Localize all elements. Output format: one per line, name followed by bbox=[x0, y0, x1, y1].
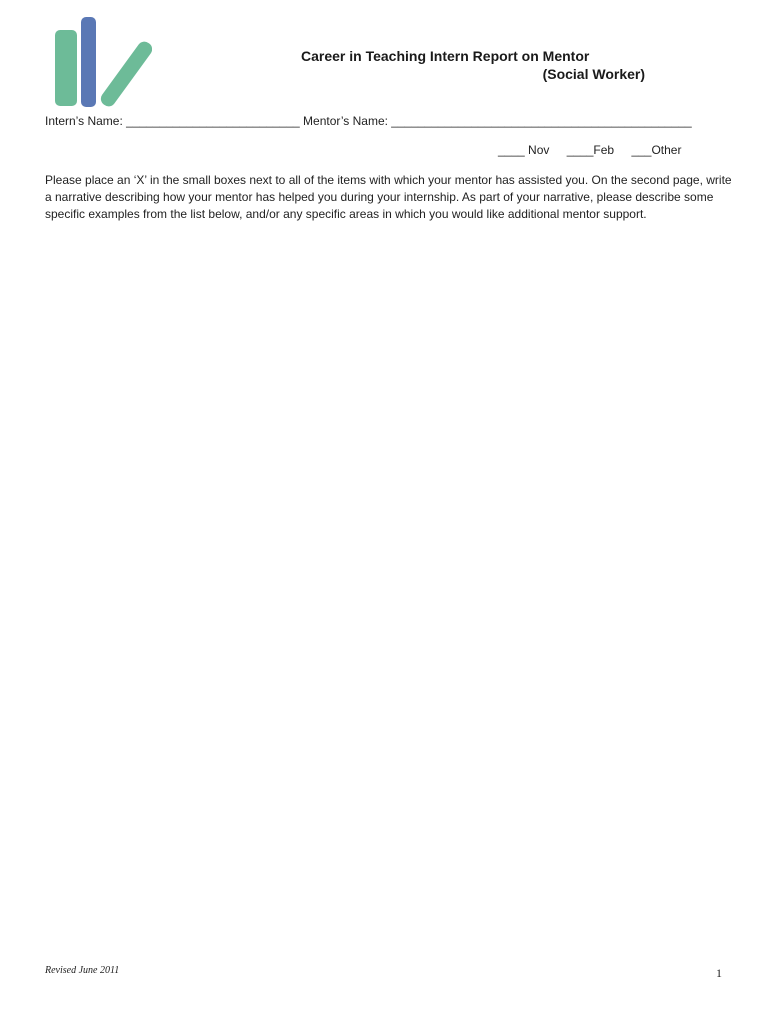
instructions-paragraph: Please place an ‘X’ in the small boxes next to all of the items with which your mentor has assisted you. On the second page, write a narrative describing how your mentor has helped you during your internship. As part of your narrative, please describe some specific examples from the list below, and/or any specific areas in which you would like additional mentor support. bbox=[45, 173, 732, 221]
report-period-row bbox=[498, 143, 695, 157]
page-title bbox=[230, 47, 645, 83]
logo-green-slash bbox=[98, 39, 152, 109]
title-line-1: Career in Teaching Intern Report on Mentor bbox=[301, 48, 590, 64]
name-fields-row bbox=[45, 114, 692, 128]
logo-green-bar bbox=[55, 30, 77, 106]
mentor-name-label: Mentor’s Name: bbox=[303, 114, 388, 128]
title-line-2: (Social Worker) bbox=[542, 66, 645, 82]
logo-blue-bar bbox=[81, 17, 96, 107]
book-spines-logo-icon bbox=[52, 14, 152, 110]
intern-name-label: Intern’s Name: bbox=[45, 114, 123, 128]
intern-name-field[interactable]: __________________________ bbox=[126, 114, 300, 128]
revision-note: Revised June 2011 bbox=[45, 965, 120, 976]
mentor-name-field[interactable]: _____________________________________________ bbox=[391, 114, 692, 128]
page-number: 1 bbox=[716, 966, 722, 980]
period-other-field[interactable]: ___Other bbox=[631, 143, 682, 157]
period-feb-field[interactable]: ____Feb bbox=[566, 143, 615, 157]
period-nov-field[interactable]: ____ Nov bbox=[498, 143, 550, 157]
